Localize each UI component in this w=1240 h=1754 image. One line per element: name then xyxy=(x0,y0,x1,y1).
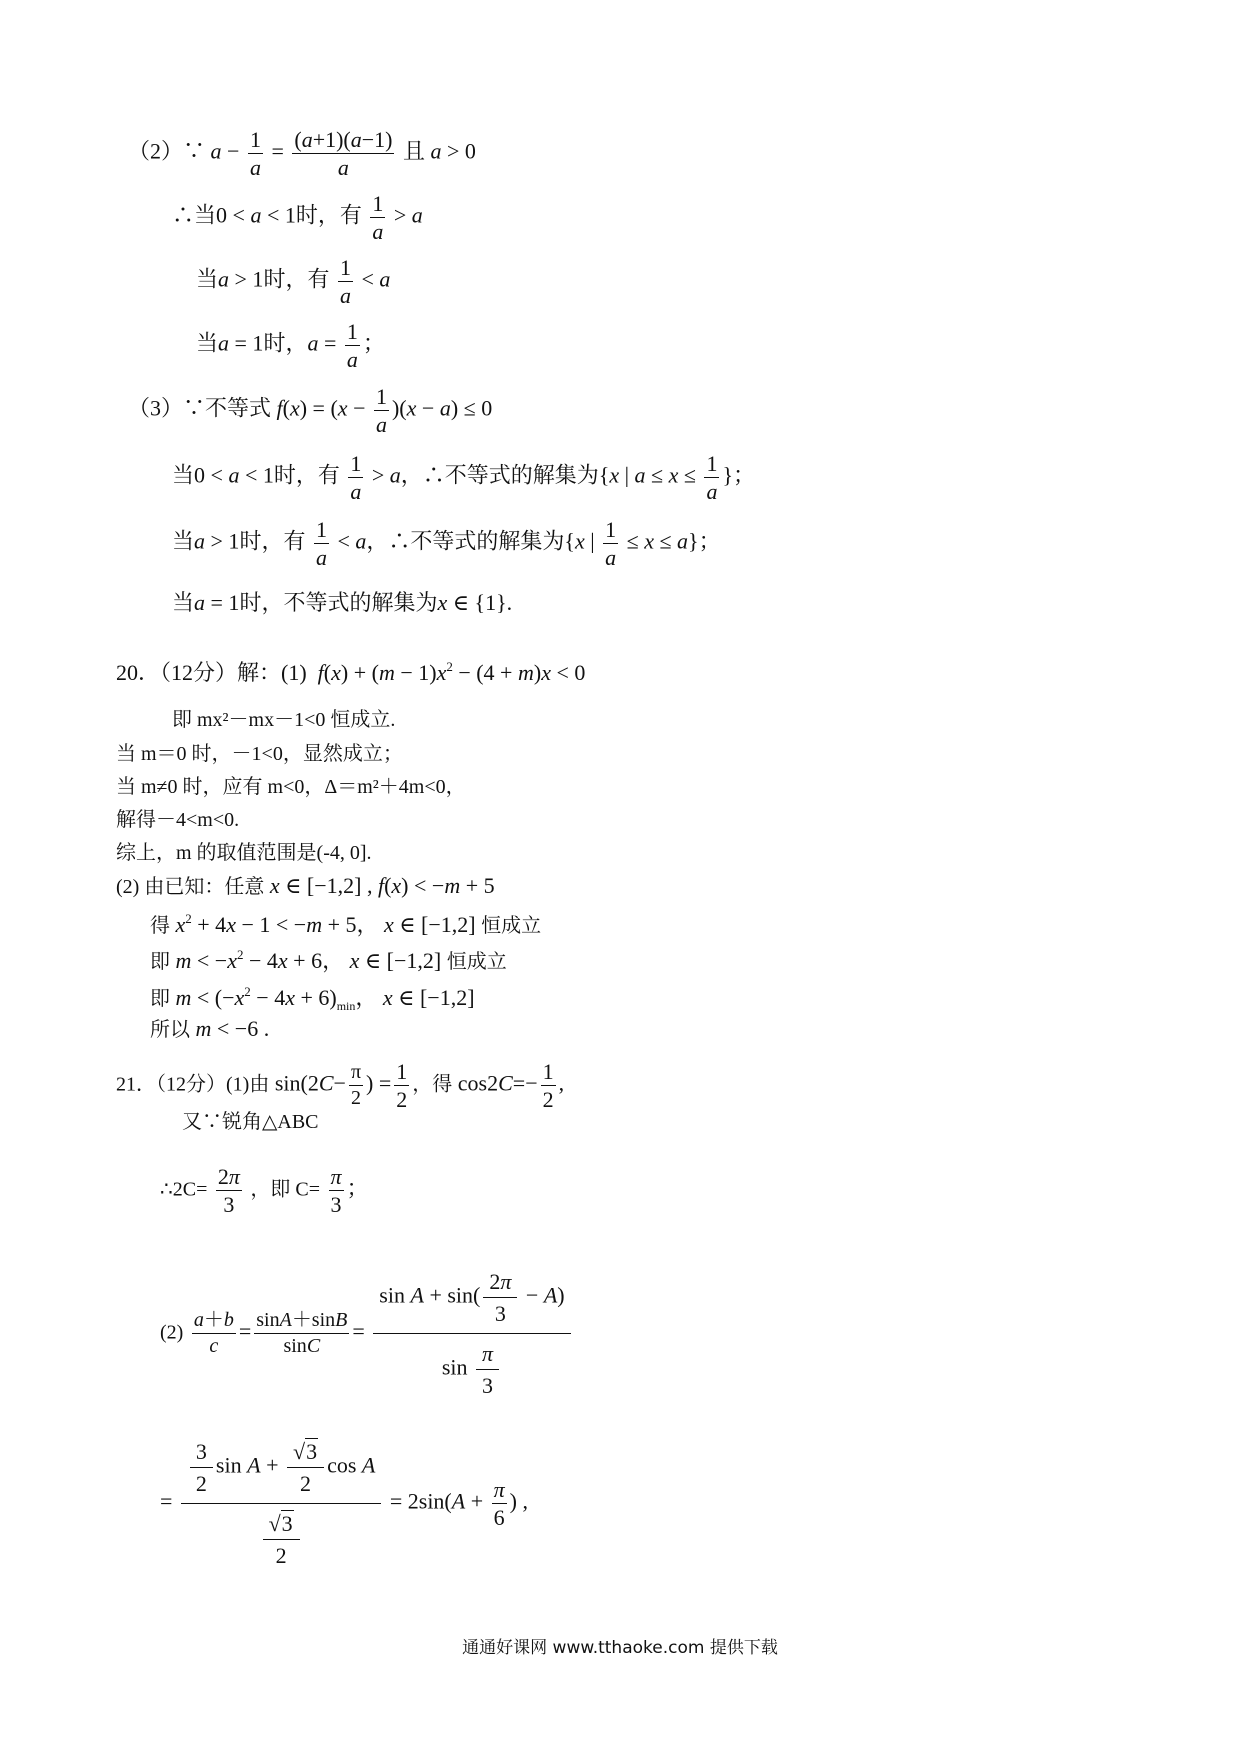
part2-c3: 当 xyxy=(196,330,219,356)
part3-r3-b: 时，不等式的解集为 xyxy=(239,590,438,615)
frac-expanded: $\frac{3}{2}$ sin A + $\frac{√3}{2}$ cos A $\frac{√3}{2}$ xyxy=(181,1432,381,1575)
q20-l8-text: 即 xyxy=(150,951,170,973)
q20-head-text: 20．（12分）解：(1) xyxy=(116,660,307,685)
frac-1-over-a: $\frac{1}{a}$ xyxy=(372,191,384,245)
frac-1-over-a: $\frac{1}{a}$ xyxy=(706,451,718,505)
part3-r2-c: ，∴不等式的解集为 xyxy=(366,528,565,554)
q20-l7-tail: 恒成立 xyxy=(481,915,542,937)
q20-line1: 即 mx²－mx－1<0 恒成立. xyxy=(172,709,396,731)
frac-pi-over-2: $\frac{\pi}{2}$ xyxy=(350,1061,362,1110)
frac-1-over-a: $\frac{1}{a}$ xyxy=(346,319,358,373)
q21-head-text: 21．（12分）(1)由 xyxy=(116,1073,270,1096)
q20-l6-text: (2) 由已知：任意 xyxy=(116,876,265,898)
q20-line2: 当 m＝0 时，－1<0，显然成立； xyxy=(116,743,403,765)
part2-c1-mid: 时，有 xyxy=(295,202,362,228)
frac-sinA-plus-sinB-over-sinC: $\frac{\sin A+\sin B}{\sin C}$ xyxy=(256,1309,348,1358)
part3-line2: 当0 < a < 1时，有 $\frac{1}{a}$ > a，∴不等式的解集为{x | a ≤ x ≤ $\frac{1}{a}$ }； xyxy=(172,451,756,505)
q21-line3: ∴2C= $\frac{2\pi}{3}$ ，即 C= $\frac{\pi}{3}$ ； xyxy=(160,1164,369,1218)
part3-r2-a: 当 xyxy=(172,528,195,554)
frac-1-over-2: $\frac{1}{2}$ xyxy=(542,1059,554,1113)
q21-line4: (2) $\frac{a+b}{c}$ = $\frac{\sin A+\sin B}{\sin C}$ = sin A + sin( $\frac{2\pi}{3}$ − A) sin $\frac{\pi}{3}$ xyxy=(160,1262,574,1405)
q20-head: 20．（12分）解：(1) $f(x) + (m - 1)x^2 - (4 + m)x < 0$ xyxy=(116,659,586,685)
part2-head: （2）∵ xyxy=(128,138,206,164)
q20-line8: 即 $m < -x^2 - 4x + 6$， x ∈ [−1,2] 恒成立 xyxy=(150,947,507,973)
q20-line6: (2) 由已知：任意 x ∈ [−1,2] , f(x) < −m + 5 xyxy=(116,873,495,898)
part3-r1-c: ，∴不等式的解集为 xyxy=(400,462,599,488)
part2-line1: （2）∵ a − $\frac{1}{a}$ = $\frac{(a+1)(a-1)}{a}$ 且 a > 0 xyxy=(128,127,476,181)
q21-line2: 又∵锐角△ABC xyxy=(182,1111,319,1133)
part3-line4: 当a = 1时，不等式的解集为x ∈ {1}. xyxy=(172,590,513,615)
frac-2pi-over-3: $\frac{2\pi}{3}$ xyxy=(217,1164,240,1218)
part3-line1: （3）∵不等式 f(x) = (x − $\frac{1}{a}$ )(x − a) ≤ 0 xyxy=(128,384,493,438)
part2-c2-mid: 时，有 xyxy=(263,266,330,292)
q21-line5: = $\frac{3}{2}$ sin A + $\frac{√3}{2}$ cos A $\frac{√3}{2}$ = 2sin(A + $\frac{\pi}{6}$ ) , xyxy=(160,1432,528,1575)
part2-c3-mid: 时， xyxy=(263,330,308,356)
part2-cond: 且 xyxy=(402,138,425,164)
q21-head: 21．（12分）(1)由 sin(2C− $\frac{\pi}{2}$ ) = $\frac{1}{2}$ ，得 cos2C=− $\frac{1}{2}$ , xyxy=(116,1059,565,1113)
q20-line10: 所以 m < −6 . xyxy=(150,1016,270,1041)
q20-l7-text: 得 xyxy=(150,915,170,937)
frac-pi-over-6: $\frac{\pi}{6}$ xyxy=(493,1477,505,1531)
part3-line3: 当a > 1时，有 $\frac{1}{a}$ < a，∴不等式的解集为{x | $\frac{1}{a}$ ≤ x ≤ a}； xyxy=(172,517,721,571)
q20-l9-text: 即 xyxy=(150,988,170,1010)
frac-1-over-2: $\frac{1}{2}$ xyxy=(396,1059,408,1113)
q20-l8-tail: 恒成立 xyxy=(446,951,507,973)
frac-pi-over-3: $\frac{\pi}{3}$ xyxy=(330,1164,342,1218)
frac-1-over-a: $\frac{1}{a}$ xyxy=(315,517,327,571)
part3-r2-b: 时，有 xyxy=(239,528,306,554)
page-footer: 通通好课网 www.tthaoke.com 提供下载 xyxy=(462,1638,778,1658)
q21-l4: (2) xyxy=(160,1321,184,1344)
q20-line4: 解得－4<m<0. xyxy=(116,809,240,831)
q20-line7: 得 $x^2 + 4x - 1 < -m + 5$， x ∈ [−1,2] 恒成立 xyxy=(150,911,542,937)
q20-l10-text: 所以 xyxy=(150,1019,190,1041)
part3-r1-a: 当 xyxy=(172,462,195,488)
part3-head: （3）∵不等式 xyxy=(128,395,272,421)
part2-line2: ∴当0 < a < 1时，有 $\frac{1}{a}$ > a xyxy=(172,191,423,245)
frac-1-over-a: $\frac{1}{a}$ xyxy=(339,255,351,309)
part3-r3-a: 当 xyxy=(172,590,195,615)
part2-c1: ∴当 xyxy=(172,202,217,228)
part3-r1-b: 时，有 xyxy=(273,462,340,488)
q20-line3: 当 m≠0 时，应有 m<0，Δ＝m²＋4m<0， xyxy=(116,776,466,798)
frac-1-over-a: $\frac{1}{a}$ xyxy=(375,384,387,438)
q21-l3-a: ∴2C= xyxy=(160,1178,208,1201)
q20-line9: 即 $m < (-x^2 - 4x + 6)_{min}$， x ∈ [−1,2] xyxy=(150,984,475,1013)
part2-line3: 当a > 1时，有 $\frac{1}{a}$ < a xyxy=(196,255,391,309)
part2-c2: 当 xyxy=(196,266,219,292)
q21-mid: ，得 xyxy=(412,1073,453,1096)
q20-line5: 综上，m 的取值范围是(-4, 0]. xyxy=(116,842,372,864)
frac-a-plus-b-over-c: $\frac{a+b}{c}$ xyxy=(193,1309,234,1358)
frac-a-plus-1-a-minus-1: $\frac{(a+1)(a-1)}{a}$ xyxy=(294,127,393,181)
frac-big-sum-over-sin-pi3: sin A + sin( $\frac{2\pi}{3}$ − A) sin $\frac{\pi}{3}$ xyxy=(373,1262,570,1405)
frac-1-over-a: $\frac{1}{a}$ xyxy=(605,517,617,571)
part2-line4: 当a = 1时，a = $\frac{1}{a}$ ； xyxy=(196,319,385,373)
frac-1-over-a: $\frac{1}{a}$ xyxy=(249,127,261,181)
q21-l3-b: ，即 C= xyxy=(250,1178,320,1201)
frac-1-over-a: $\frac{1}{a}$ xyxy=(350,451,362,505)
semicolon: ； xyxy=(362,330,385,356)
